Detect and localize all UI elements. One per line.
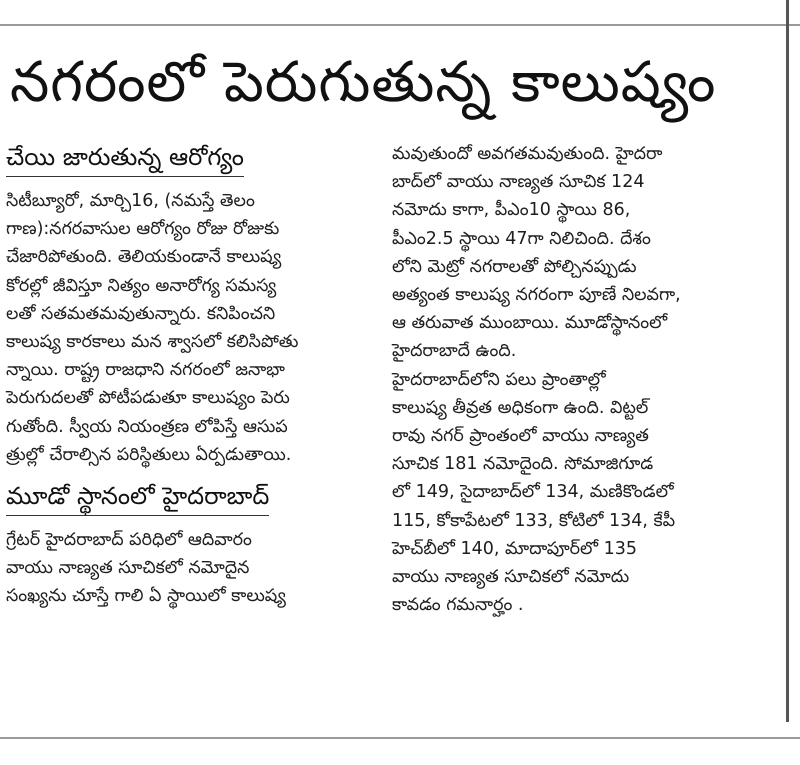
subheading-health: చేయి జారుతున్న ఆరోగ్యం (6, 140, 244, 177)
left-paragraph-1 (6, 187, 378, 469)
right-paragraph-2 (392, 366, 777, 620)
text-line: ఆ తరువాత ముంబాయి. మూడోస్థానంలో (392, 313, 668, 334)
bottom-divider (0, 737, 800, 739)
text-line: అత్యంత కాలుష్య నగరంగా పూణే నిలవగా, (392, 285, 681, 306)
text-line: కోరల్లో జీవిస్తూ నిత్యం అనారోగ్య సమస్య (6, 275, 277, 296)
text-line: సంఖ్యను చూస్తే గాలి ఏ స్థాయిలో కాలుష్య (6, 586, 286, 607)
top-divider (0, 24, 800, 26)
text-line: సిటీబ్యూరో, మార్చి16, (నమస్తే తెలం (6, 191, 255, 211)
text-line: పెరుగుదలతో పోటీపడుతూ కాలుష్యం పెరు (6, 388, 290, 409)
text-line: త్రుల్లో చేరాల్సిన పరిస్థితులు ఏర్పడుతాయి. (6, 444, 292, 465)
right-paragraph-1 (392, 140, 777, 366)
right-divider (786, 0, 789, 722)
text-line: వాయు నాణ్యత సూచికలో నమోదు (392, 567, 630, 588)
left-column (6, 140, 378, 611)
right-column (392, 140, 777, 619)
previous-article-cutoff (0, 0, 800, 10)
subheading-third-place: మూడో స్థానంలో హైదరాబాద్ (6, 479, 269, 516)
text-line: మవుతుందో అవగతమవుతుంది. హైదరా (392, 144, 663, 164)
text-line: కావడం గమనార్హం . (392, 595, 524, 616)
text-line: లో 149, సైదాబాద్‌లో 134, మణికొండలో (392, 482, 674, 503)
text-line: న్నాయి. రాష్ట్ర రాజధాని నగరంలో జనాభా (6, 360, 285, 381)
text-line: వాయు నాణ్యత సూచికలో నమోదైన (6, 558, 250, 579)
text-line: లోని మెట్రో నగరాలతో పోల్చినప్పుడు (392, 256, 637, 277)
text-line: చేజారిపోతుంది. తెలియకుండానే కాలుష్య (6, 247, 282, 268)
text-line: కాలుష్య కారకాలు మన శ్వాసలో కలిసిపోతు (6, 332, 299, 353)
text-line: సూచిక 181 నమోదైంది. సోమాజిగూడ (392, 454, 654, 475)
text-line: కాలుష్య తీవ్రత అధికంగా ఉంది. విట్టల్ (392, 397, 649, 418)
text-line: హైదరాబాదే ఉంది. (392, 341, 517, 362)
text-line: గుతోంది. స్వీయ నియంత్రణ లోపిస్తే ఆసుప (6, 416, 288, 437)
text-line: పీఎం2.5 స్థాయి 47గా నిలిచింది. దేశం (392, 228, 651, 249)
text-line: గాణ):నగరవాసుల ఆరోగ్యం రోజు రోజుకు (6, 219, 280, 240)
text-line: లతో సతమతమవుతున్నారు. కనిపించని (6, 303, 276, 324)
text-line: గ్రేటర్ హైదరాబాద్ పరిధిలో ఆదివారం (6, 530, 252, 551)
left-paragraph-2 (6, 526, 378, 611)
text-line: రావు నగర్ ప్రాంతంలో వాయు నాణ్యత (392, 426, 649, 447)
text-line: నమోదు కాగా, పీఎం10 స్థాయి 86, (392, 200, 631, 221)
article-headline: నగరంలో పెరుగుతున్న కాలుష్యం (10, 50, 717, 115)
text-line: హైదరాబాద్‌లోని పలు ప్రాంతాల్లో (392, 369, 606, 390)
text-line: బాద్‌లో వాయు నాణ్యత సూచిక 124 (392, 172, 645, 193)
text-line: హెచ్‌బీలో 140, మాదాపూర్‌లో 135 (392, 538, 638, 559)
text-line: 115, కోకాపేటలో 133, కోటిలో 134, కేపీ (392, 510, 676, 531)
